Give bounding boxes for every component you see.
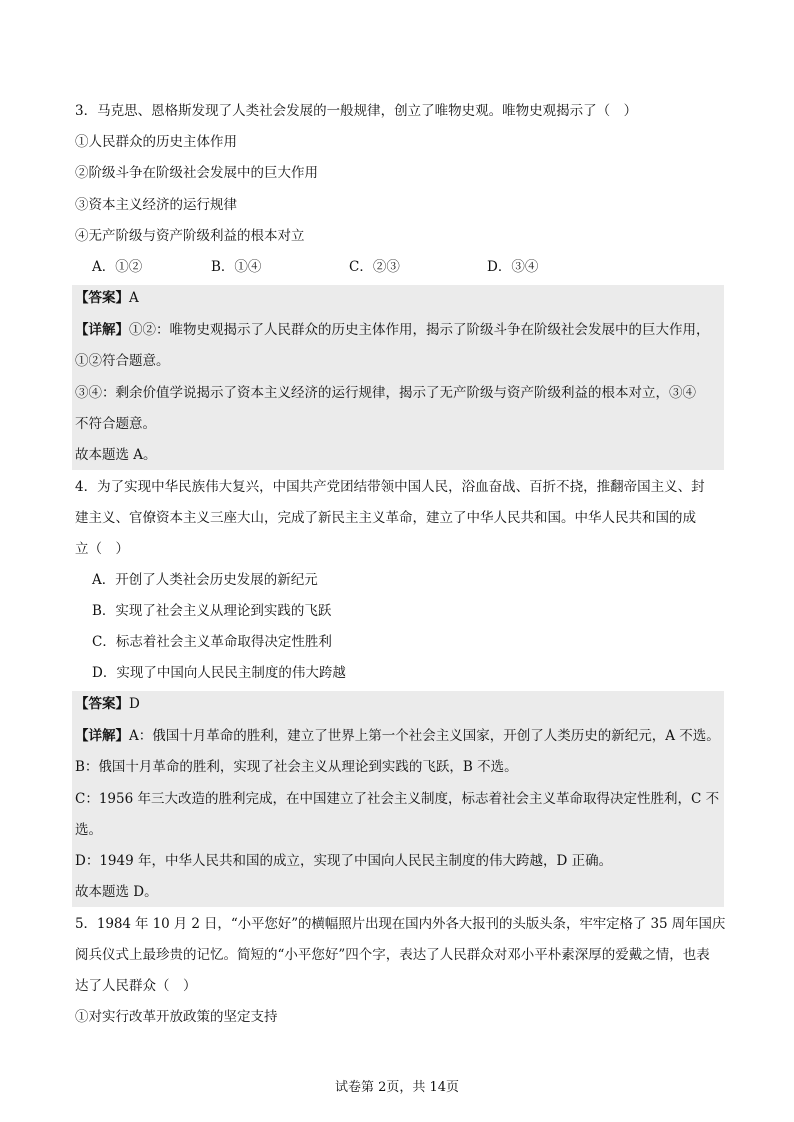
q3-explain-line-1: [75, 320, 710, 340]
q3-item-4: ④无产阶级与资产阶级利益的根本对立: [75, 228, 305, 244]
q3-option-b: B．①④: [211, 259, 262, 275]
q3-option-c: C．②③: [349, 259, 400, 275]
q3-explain-text-1: ①②：唯物史观揭示了人民群众的历史主体作用，揭示了阶级斗争在阶级社会发展中的巨大作用，: [129, 322, 710, 338]
q3-item-2: ②阶级斗争在阶级社会发展中的巨大作用: [75, 165, 318, 181]
q3-explain-label: 【详解】: [75, 322, 129, 338]
q4-explain-line-2: B：俄国十月革命的胜利，实现了社会主义从理论到实践的飞跃，B 不选。: [75, 759, 518, 775]
q3-option-d: D．③④: [487, 259, 539, 275]
q4-stem-line-3: 立（ ）: [75, 541, 129, 557]
q4-explain-line-5: D：1949 年，中华人民共和国的成立，实现了中国向人民民主制度的伟大跨越，D 正确。: [75, 853, 613, 869]
q3-answer-value: A: [129, 290, 139, 306]
q5-stem-line-1: 5．1984 年 10 月 2 日，“小平您好”的横幅照片出现在国内外各大报刊的头版头条，牢牢定格了 35 周年国庆: [75, 916, 726, 932]
q3-explain-line-5: 故本题选 A。: [75, 447, 157, 463]
q4-explain-line-1: [75, 726, 720, 746]
q4-option-d: D．实现了中国向人民民主制度的伟大跨越: [92, 665, 346, 681]
q3-answer-label: 【答案】: [75, 290, 129, 306]
q4-explain-text-1: A：俄国十月革命的胜利，建立了世界上第一个社会主义国家，开创了人类历史的新纪元，A 不选。: [129, 728, 720, 744]
q3-answer: [75, 288, 139, 308]
q4-explain-line-4: 选。: [75, 822, 102, 838]
q4-explain-line-3: C：1956 年三大改造的胜利完成，在中国建立了社会主义制度，标志着社会主义革命取得决定性胜利，C 不: [75, 791, 720, 807]
q3-explain-line-2: ①②符合题意。: [75, 353, 170, 369]
q4-answer-value: D: [129, 696, 140, 712]
q4-answer-label: 【答案】: [75, 696, 129, 712]
q3-item-1: ①人民群众的历史主体作用: [75, 134, 237, 150]
q3-explain-line-4: 不符合题意。: [75, 416, 156, 432]
q3-item-3: ③资本主义经济的运行规律: [75, 197, 237, 213]
q3-explain-line-3: ③④：剩余价值学说揭示了资本主义经济的运行规律，揭示了无产阶级与资产阶级利益的根本对立，③④: [75, 385, 696, 401]
q4-explain-line-6: 故本题选 D。: [75, 884, 158, 900]
q4-option-a: A．开创了人类社会历史发展的新纪元: [92, 572, 318, 588]
q4-stem-line-2: 建主义、官僚资本主义三座大山，完成了新民主主义革命，建立了中华人民共和国。中华人民共和国的成: [75, 510, 696, 526]
q4-explain-label: 【详解】: [75, 728, 129, 744]
q4-answer: [75, 694, 140, 714]
q3-answer-block: [72, 285, 724, 470]
q5-item-1: ①对实行改革开放政策的坚定支持: [75, 1009, 278, 1025]
q4-option-b: B．实现了社会主义从理论到实践的飞跃: [92, 603, 332, 619]
q5-stem-line-3: 达了人民群众（ ）: [75, 978, 197, 994]
q3-stem: 3．马克思、恩格斯发现了人类社会发展的一般规律，创立了唯物史观。唯物史观揭示了（ ）: [75, 103, 638, 119]
q3-option-a: A．①②: [92, 259, 143, 275]
q5-stem-line-2: 阅兵仪式上最珍贵的记忆。简短的“小平您好”四个字，表达了人民群众对邓小平朴素深厚的爱戴之情，也表: [75, 947, 710, 963]
page-footer: 试卷第 2页，共 14页: [334, 1080, 460, 1095]
q4-option-c: C．标志着社会主义革命取得决定性胜利: [92, 634, 332, 650]
q4-stem-line-1: 4．为了实现中华民族伟大复兴，中国共产党团结带领中国人民，浴血奋战、百折不挠，推翻帝国主义、封: [75, 479, 705, 495]
